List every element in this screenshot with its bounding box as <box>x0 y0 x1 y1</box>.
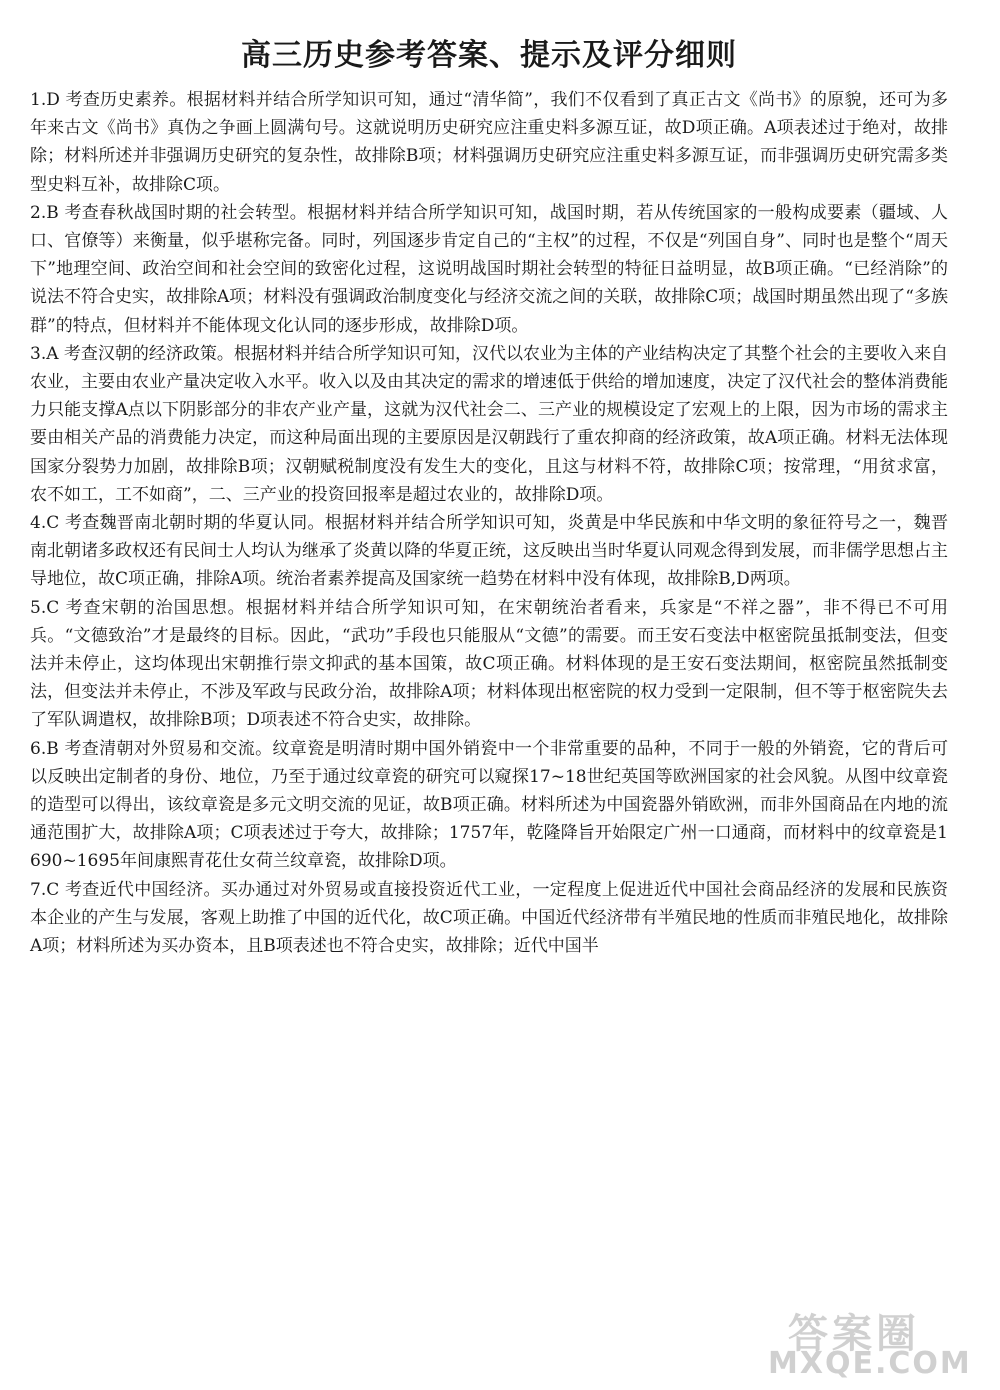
answer-item-1: 1.D 考查历史素养。根据材料并结合所学知识可知，通过“清华简”，我们不仅看到了真正古文《尚书》的原貌，还可为多年来古文《尚书》真伪之争画上圆满句号。这就说明历史研究应注重史料多源互证，故D项正确。A项表述过于绝对，故排除；材料所述并非强调历史研究的复杂性，故排除B项；材料强调历史研究应注重史料多源互证，而非强调历史研究需多类型史料互补，故排除C项。 <box>30 90 948 195</box>
answer-item-7: 7.C 考查近代中国经济。买办通过对外贸易或直接投资近代工业，一定程度上促进近代中国社会商品经济的发展和民族资本企业的产生与发展，客观上助推了中国的近代化，故C项正确。中国近代经济带有半殖民地的性质而非殖民地化，故排除A项；材料所述为买办资本，且B项表述也不符合史实，故排除；近代中国半 <box>30 879 948 957</box>
watermark-logo: 答案圈 <box>788 1311 920 1357</box>
answer-item-6: 6.B 考查清朝对外贸易和交流。纹章瓷是明清时期中国外销瓷中一个非常重要的品种，不同于一般的外销瓷，它的背后可以反映出定制者的身份、地位，乃至于通过纹章瓷的研究可以窥探17~18世纪英国等欧洲国家的社会风貌。从图中纹章瓷的造型可以得出，该纹章瓷是多元文明交流的见证，故B项正确。材料所述为中国瓷器外销欧洲，而非外国商品在内地的流通范围扩大，故排除A项；C项表述过于夸大，故排除；1757年，乾隆降旨开始限定广州一口通商，而材料中的纹章瓷是1690~1695年间康熙青花仕女荷兰纹章瓷，故排除D项。 <box>30 738 948 872</box>
page-title: 高三历史参考答案、提示及评分细则 <box>241 38 737 73</box>
watermark-url: MXQE.COM <box>768 1346 972 1381</box>
answer-item-2: 2.B 考查春秋战国时期的社会转型。根据材料并结合所学知识可知，战国时期，若从传统国家的一般构成要素（疆域、人口、官僚等）来衡量，似乎堪称完备。同时，列国逐步肯定自己的“主权”的过程，不仅是“列国自身”、同时也是整个“周天下”地理空间、政治空间和社会空间的致密化过程，这说明战国时期社会转型的特征日益明显，故B项正确。“已经消除”的说法不符合史实，故排除A项；材料没有强调政治制度变化与经济交流之间的关联，故排除C项；战国时期虽然出现了“多族群”的特点，但材料并不能体现文化认同的逐步形成，故排除D项。 <box>30 202 948 336</box>
answer-item-5: 5.C 考查宋朝的治国思想。根据材料并结合所学知识可知，在宋朝统治者看来，兵家是“不祥之器”，非不得已不可用兵。“文德致治”才是最终的目标。因此，“武功”手段也只能服从“文德”的需要。而王安石变法中枢密院虽抵制变法，但变法并未停止，这均体现出宋朝推行崇文抑武的基本国策，故C项正确。材料体现的是王安石变法期间，枢密院虽然抵制变法，但变法并未停止，不涉及军政与民政分治，故排除A项；材料体现出枢密院的权力受到一定限制，但不等于枢密院失去了军队调遣权，故排除B项；D项表述不符合史实，故排除。 <box>30 597 948 731</box>
answer-item-3: 3.A 考查汉朝的经济政策。根据材料并结合所学知识可知，汉代以农业为主体的产业结构决定了其整个社会的主要收入来自农业，主要由农业产量决定收入水平。收入以及由其决定的需求的增速低于供给的增加速度，决定了汉代社会的整体消费能力只能支撑A点以下阴影部分的非农产业产量，这就为汉代社会二、三产业的规模设定了宏观上的上限，因为市场的需求主要由相关产品的消费能力决定，而这种局面出现的主要原因是汉朝践行了重农抑商的经济政策，故A项正确。材料无法体现国家分裂势力加剧，故排除B项；汉朝赋税制度没有发生大的变化，且这与材料不符，故排除C项；按常理，“用贫求富，农不如工，工不如商”，二、三产业的投资回报率是超过农业的，故排除D项。 <box>30 343 948 505</box>
answer-item-4: 4.C 考查魏晋南北朝时期的华夏认同。根据材料并结合所学知识可知，炎黄是中华民族和中华文明的象征符号之一，魏晋南北朝诸多政权还有民间士人均认为继承了炎黄以降的华夏正统，这反映出当时华夏认同观念得到发展，而非儒学思想占主导地位，故C项正确，排除A项。统治者素养提高及国家统一趋势在材料中没有体现，故排除B,D两项。 <box>30 513 948 590</box>
answer-list <box>30 86 948 960</box>
